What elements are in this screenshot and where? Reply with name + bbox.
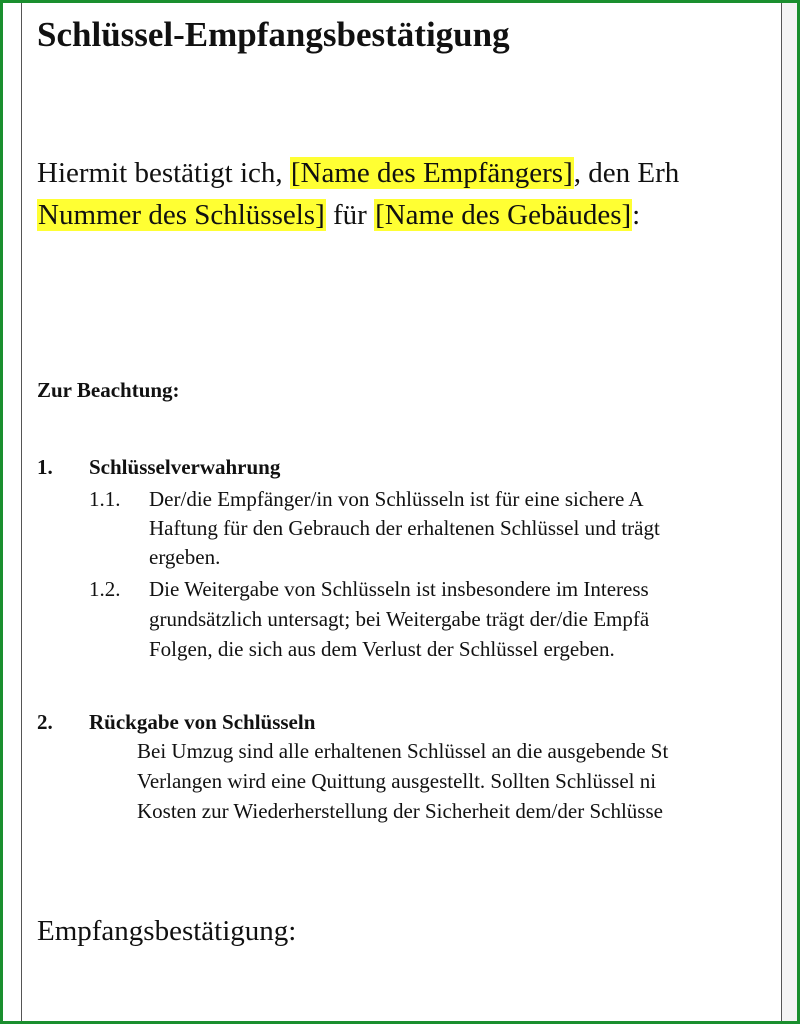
intro-text: Hiermit bestätigt ich, <box>37 157 290 189</box>
section-title: Schlüsselverwahrung <box>89 455 281 479</box>
section-number: 2. <box>37 710 53 734</box>
note-heading: Zur Beachtung: <box>37 378 180 402</box>
paragraph-line: Verlangen wird eine Quittung ausgestellt. Sollten Schlüssel ni <box>137 769 657 793</box>
intro-tail: , den Erh <box>573 157 680 189</box>
section-title: Rückgabe von Schlüsseln <box>89 710 316 734</box>
page-right-edge <box>781 3 798 1021</box>
paragraph-line: grundsätzlich untersagt; bei Weitergabe trägt der/die Empfä <box>149 607 650 631</box>
intro-colon: : <box>632 199 641 231</box>
section-number: 1. <box>37 455 53 479</box>
paragraph-line: Bei Umzug sind alle erhaltenen Schlüssel an die ausgebende St <box>137 739 669 763</box>
subsection-number: 1.2. <box>89 577 121 601</box>
receipt-heading: Empfangsbestätigung: <box>37 915 297 947</box>
paragraph-line: Kosten zur Wiederherstellung der Sicherheit dem/der Schlüsse <box>137 799 663 823</box>
intro-line-1 <box>37 157 679 190</box>
document-page <box>22 3 781 1021</box>
intro-line-2 <box>37 199 640 232</box>
paragraph-line: Die Weitergabe von Schlüsseln ist insbesondere im Interess <box>149 577 649 601</box>
paragraph-line: ergeben. <box>149 545 221 569</box>
intro-connector: für <box>325 199 375 231</box>
key-number-placeholder: Nummer des Schlüssels] <box>38 199 325 231</box>
document-title: Schlüssel-Empfangsbestätigung <box>37 15 510 54</box>
subsection-number: 1.1. <box>89 487 121 511</box>
paragraph-line: Folgen, die sich aus dem Verlust der Schlüssel ergeben. <box>149 637 615 661</box>
paragraph-line: Haftung für den Gebrauch der erhaltenen Schlüssel und trägt <box>149 516 660 540</box>
recipient-name-placeholder: [Name des Empfängers] <box>290 157 573 189</box>
building-name-placeholder: [Name des Gebäudes] <box>375 199 632 231</box>
paragraph-line: Der/die Empfänger/in von Schlüsseln ist für eine sichere A <box>149 487 644 511</box>
